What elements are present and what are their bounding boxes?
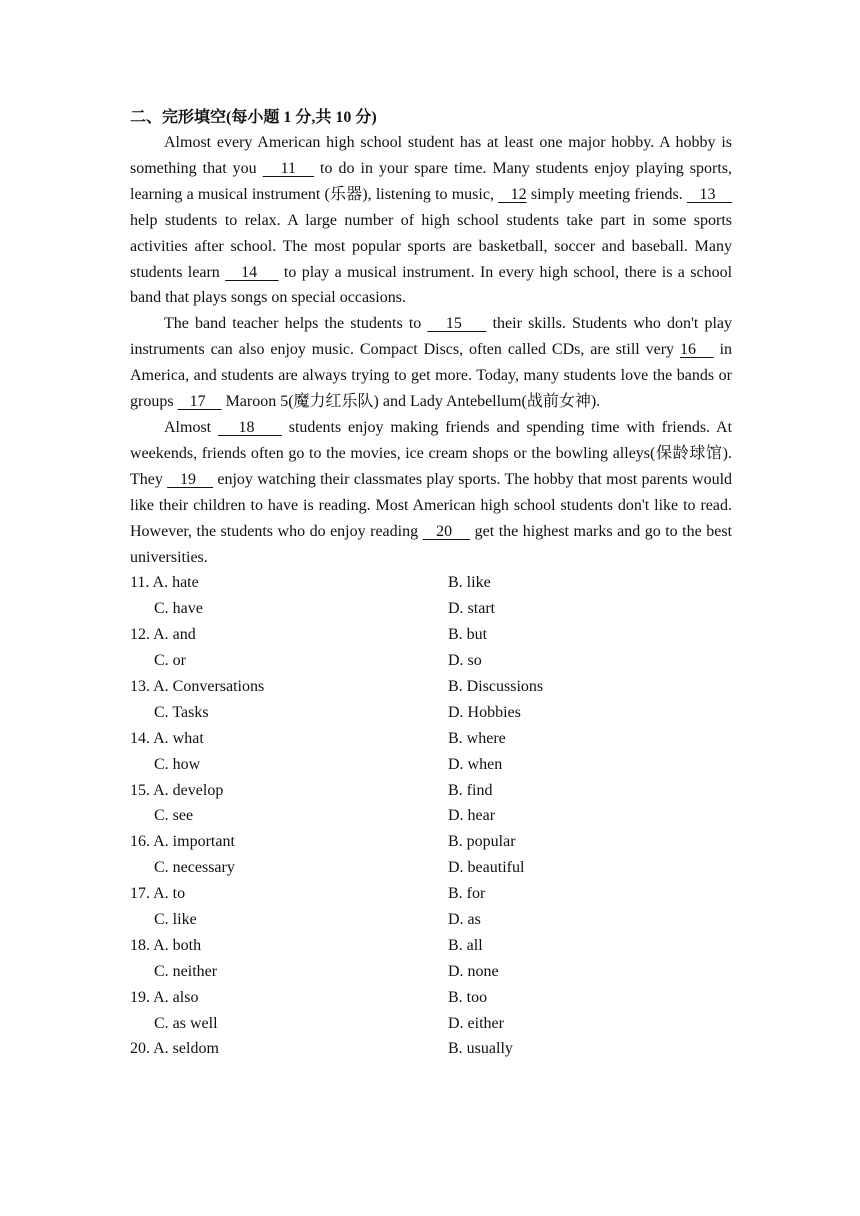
- option-b: B. too: [448, 988, 488, 1006]
- passage-text: to play a musical instrument. In every high school, there is a school band that plays songs on special occasions.: [130, 263, 733, 307]
- option-c: C. how: [154, 755, 201, 773]
- answer-blank: 12: [498, 185, 527, 203]
- option-a: 20. A. seldom: [130, 1040, 219, 1058]
- question-row: [130, 752, 732, 778]
- question-row: [130, 570, 732, 596]
- option-c: C. neither: [154, 962, 218, 980]
- passage-text: enjoy watching their classmates play sports. The hobby that most parents would like their children to have is reading. Most American high school students don't like to read. However, the students who do enjoy reading: [130, 470, 733, 540]
- option-b: B. popular: [448, 833, 516, 851]
- option-d: D. start: [448, 600, 496, 618]
- passage-text: simply meeting friends.: [526, 185, 687, 203]
- question-row: [130, 726, 732, 752]
- question-row: [130, 648, 732, 674]
- option-a: 14. A. what: [130, 729, 204, 747]
- option-a: 11. A. hate: [130, 574, 199, 592]
- question-row: [130, 907, 732, 933]
- option-c: C. see: [154, 807, 194, 825]
- answer-blank: 19: [167, 470, 214, 488]
- question-row: [130, 881, 732, 907]
- question-row: [130, 985, 732, 1011]
- option-b: B. all: [448, 936, 483, 954]
- passage-text: Almost: [164, 418, 218, 436]
- option-a: 16. A. important: [130, 833, 235, 851]
- option-d: D. as: [448, 910, 481, 928]
- answer-blank: 13: [686, 185, 733, 203]
- option-d: D. beautiful: [448, 859, 525, 877]
- option-d: D. when: [448, 755, 503, 773]
- question-row: [130, 622, 732, 648]
- passage-paragraph: [130, 415, 732, 570]
- question-row: [130, 933, 732, 959]
- question-row: [130, 855, 732, 881]
- answer-blank: 20: [422, 522, 471, 540]
- question-list: [130, 570, 732, 1062]
- passage-text: Maroon 5(魔力红乐队) and Lady Antebellum(战前女神).: [221, 393, 601, 411]
- answer-blank: 17: [177, 393, 222, 411]
- question-row: [130, 829, 732, 855]
- option-a: 15. A. develop: [130, 781, 224, 799]
- question-row: [130, 700, 732, 726]
- passage-text: in America, and students are always trying to get more. Today, many students love the bands or groups: [130, 341, 733, 411]
- option-c: C. Tasks: [154, 703, 209, 721]
- answer-blank: 11: [262, 159, 315, 177]
- option-b: B. for: [448, 885, 486, 903]
- option-b: B. Discussions: [448, 677, 544, 695]
- answer-blank: 18: [217, 418, 282, 436]
- passage-text: The band teacher helps the students to: [164, 315, 428, 333]
- question-row: [130, 778, 732, 804]
- passage-text: get the highest marks and go to the best universities.: [130, 522, 733, 566]
- option-c: C. necessary: [154, 859, 235, 877]
- option-c: C. or: [154, 652, 186, 670]
- answer-blank: 16: [679, 341, 714, 359]
- option-d: D. Hobbies: [448, 703, 521, 721]
- passage-text: to do in your spare time. Many students enjoy playing sports, learning a musical instrument (乐器), listening to music,: [130, 159, 733, 203]
- option-a: 13. A. Conversations: [130, 677, 265, 695]
- option-a: 19. A. also: [130, 988, 199, 1006]
- section-heading: 二、完形填空(每小题 1 分,共 10 分): [130, 109, 377, 126]
- passage-text: their skills. Students who don't play instruments can also enjoy music. Compact Discs, often called CDs, are still very: [130, 315, 732, 359]
- option-a: 17. A. to: [130, 885, 186, 903]
- option-a: 18. A. both: [130, 936, 202, 954]
- option-d: D. none: [448, 962, 499, 980]
- cloze-passage: [130, 130, 732, 570]
- question-row: [130, 596, 732, 622]
- option-d: D. hear: [448, 807, 496, 825]
- passage-paragraph: [130, 311, 732, 415]
- option-c: C. like: [154, 910, 197, 928]
- question-row: [130, 959, 732, 985]
- option-b: B. usually: [448, 1040, 513, 1058]
- option-c: C. as well: [154, 1014, 218, 1032]
- answer-blank: 14: [225, 263, 279, 281]
- option-d: D. so: [448, 652, 482, 670]
- question-row: [130, 674, 732, 700]
- option-b: B. find: [448, 781, 493, 799]
- option-a: 12. A. and: [130, 626, 196, 644]
- question-row: [130, 803, 732, 829]
- question-row: [130, 1011, 732, 1037]
- answer-blank: 15: [427, 315, 487, 333]
- option-b: B. where: [448, 729, 506, 747]
- option-b: B. like: [448, 574, 491, 592]
- question-row: [130, 1036, 732, 1062]
- option-b: B. but: [448, 626, 488, 644]
- exam-page: [130, 105, 732, 1062]
- passage-text: students enjoy making friends and spending time with friends. At weekends, friends often go to the movies, ice cream shops or the bowling alleys(保龄球馆). They: [130, 418, 733, 488]
- passage-paragraph: [130, 130, 732, 311]
- passage-text: Almost every American high school student has at least one major hobby. A hobby is something that you: [130, 134, 732, 177]
- option-c: C. have: [154, 600, 203, 618]
- option-d: D. either: [448, 1014, 504, 1032]
- passage-text: help students to relax. A large number of high school students take part in some sports activities after school. The most popular sports are basketball, soccer and baseball. Many students learn: [130, 211, 732, 281]
